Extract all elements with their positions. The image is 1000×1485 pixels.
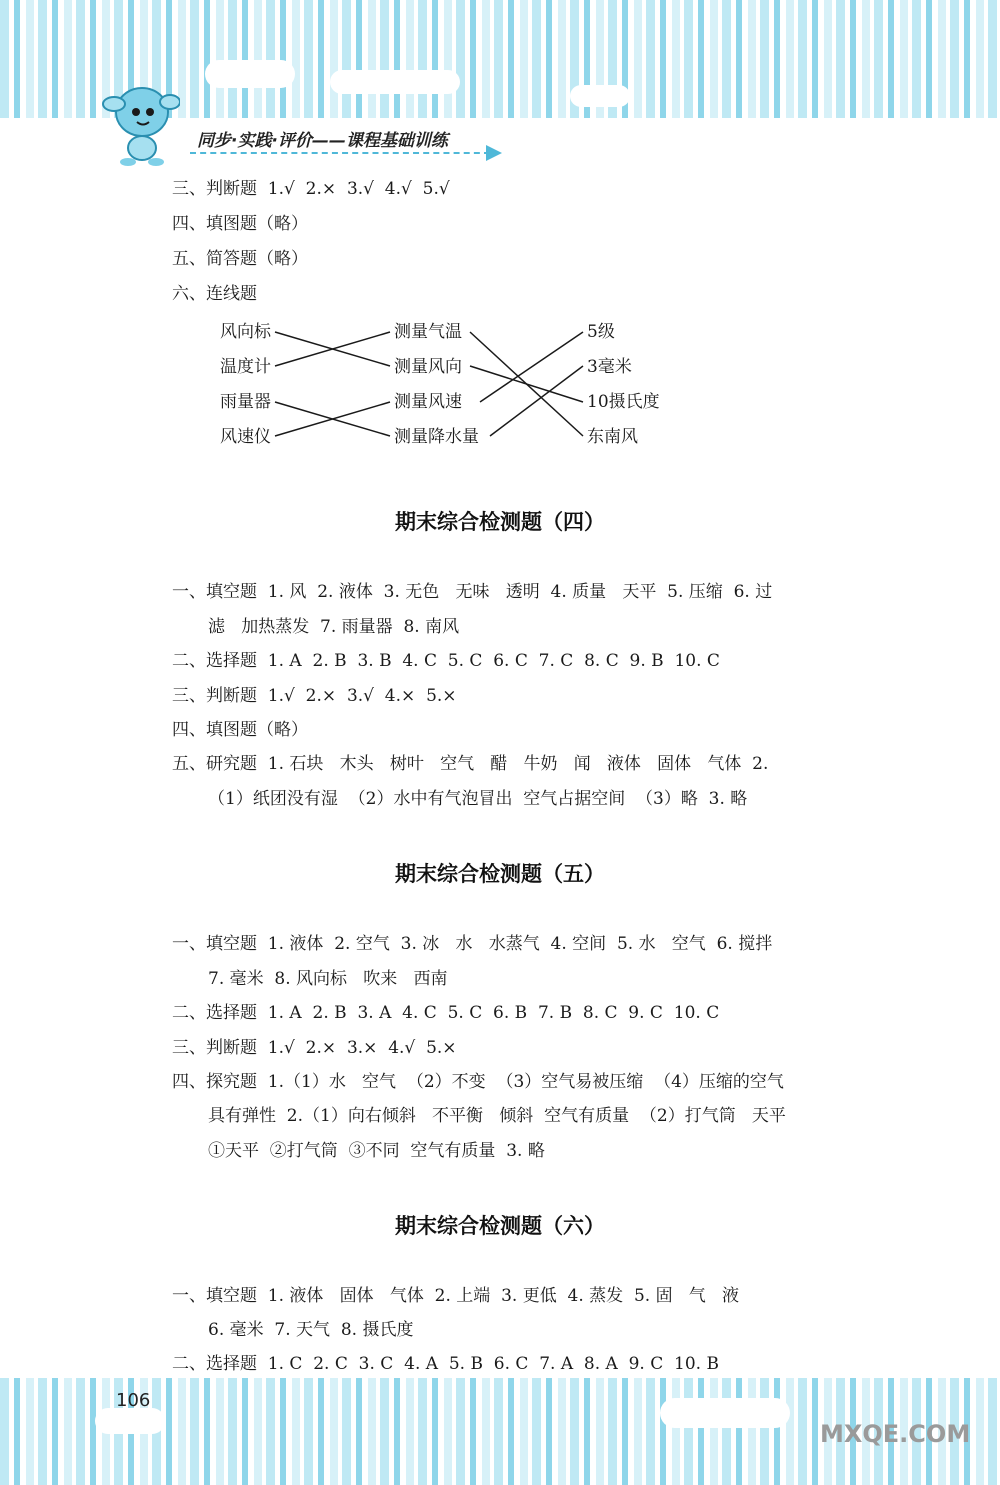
answer-line: （1）纸团没有湿 （2）水中有气泡冒出 空气占据空间 （3）略 3. 略 xyxy=(208,789,748,809)
answer-line: 五、简答题（略） xyxy=(172,249,308,269)
answer-line: 具有弹性 2.（1）向右倾斜 不平衡 倾斜 空气有质量 （2）打气筒 天平 xyxy=(208,1106,786,1126)
answer-line: 一、填空题 1. 液体 2. 空气 3. 冰 水 水蒸气 4. 空间 5. 水 空气 6. 搅拌 xyxy=(172,934,773,954)
section-title: 期末综合检测题（五） xyxy=(395,862,605,886)
answer-line: 一、填空题 1. 风 2. 液体 3. 无色 无味 透明 4. 质量 天平 5. 压缩 6. 过 xyxy=(172,582,773,602)
header-title: 同步·实践·评价——课程基础训练 xyxy=(197,131,448,151)
answer-line: 6. 毫米 7. 天气 8. 摄氏度 xyxy=(208,1320,414,1340)
answer-line: ①天平 ②打气筒 ③不同 空气有质量 3. 略 xyxy=(208,1141,545,1161)
match-middle-item: 测量风向 xyxy=(394,357,462,377)
answer-line: 三、判断题 1.√ 2.× 3.√ 4.√ 5.√ xyxy=(172,179,450,199)
match-left-item: 温度计 xyxy=(220,357,271,377)
answer-line: 四、探究题 1.（1）水 空气 （2）不变 （3）空气易被压缩 （4）压缩的空气 xyxy=(172,1072,784,1092)
match-right-item: 10摄氏度 xyxy=(587,392,660,412)
match-line xyxy=(470,332,583,436)
section-title: 期末综合检测题（四） xyxy=(395,510,605,534)
match-line xyxy=(480,332,583,402)
match-right-item: 东南风 xyxy=(587,427,638,447)
answer-line: 三、判断题 1.√ 2.× 3.√ 4.× 5.× xyxy=(172,686,457,706)
match-middle-item: 测量风速 xyxy=(394,392,462,412)
matching-lines xyxy=(0,0,1000,480)
answer-line: 二、选择题 1. A 2. B 3. B 4. C 5. C 6. C 7. C 8. C 9. B 10. C xyxy=(172,651,720,671)
match-right-item: 3毫米 xyxy=(587,357,632,377)
answer-line: 四、填图题（略） xyxy=(172,720,308,740)
match-middle-item: 测量气温 xyxy=(394,322,462,342)
answer-line: 一、填空题 1. 液体 固体 气体 2. 上端 3. 更低 4. 蒸发 5. 固 气 液 xyxy=(172,1286,740,1306)
answer-line: 二、选择题 1. C 2. C 3. C 4. A 5. B 6. C 7. A 8. A 9. C 10. B xyxy=(172,1354,719,1374)
cloud-decoration xyxy=(95,1408,165,1434)
answer-line: 二、选择题 1. A 2. B 3. A 4. C 5. C 6. B 7. B 8. C 9. C 10. C xyxy=(172,1003,720,1023)
page-number: 106 xyxy=(116,1390,151,1411)
match-left-item: 风速仪 xyxy=(220,427,271,447)
answer-line: 滤 加热蒸发 7. 雨量器 8. 南风 xyxy=(208,617,460,637)
cloud-decoration xyxy=(660,1398,790,1428)
match-left-item: 风向标 xyxy=(220,322,271,342)
match-left-item: 雨量器 xyxy=(220,392,271,412)
match-right-item: 5级 xyxy=(587,322,615,342)
answer-line: 五、研究题 1. 石块 木头 树叶 空气 醋 牛奶 闻 液体 固体 气体 2. xyxy=(172,754,769,774)
answer-line: 四、填图题（略） xyxy=(172,214,308,234)
watermark: MXQE.COM xyxy=(820,1420,971,1448)
section-title: 期末综合检测题（六） xyxy=(395,1214,605,1238)
answer-line: 三、判断题 1.√ 2.× 3.× 4.√ 5.× xyxy=(172,1038,457,1058)
match-middle-item: 测量降水量 xyxy=(394,427,479,447)
answer-line: 六、连线题 xyxy=(172,284,257,304)
answer-line: 7. 毫米 8. 风向标 吹来 西南 xyxy=(208,969,448,989)
